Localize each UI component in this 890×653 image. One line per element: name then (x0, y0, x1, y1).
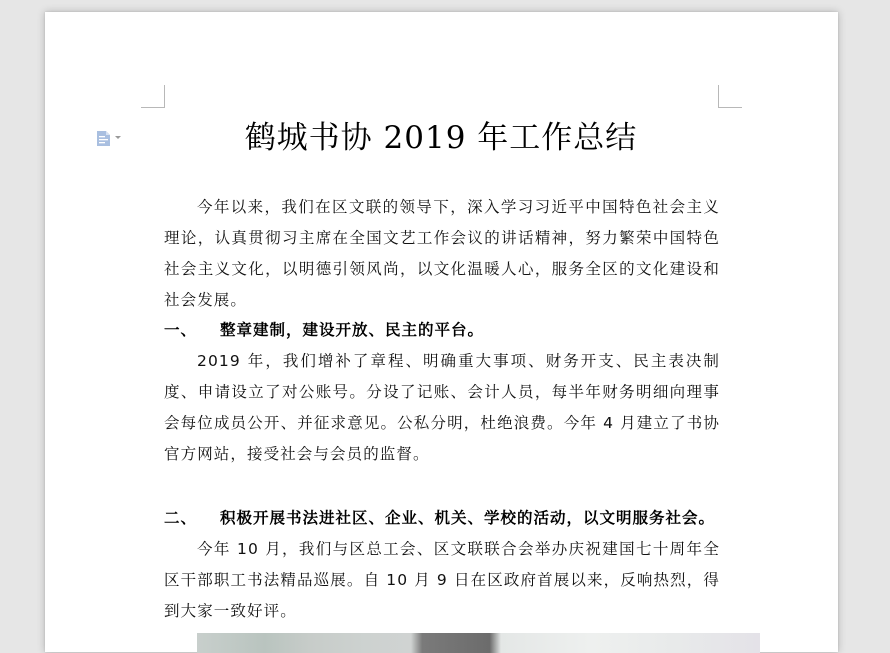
section-1-paragraph: 2019 年，我们增补了章程、明确重大事项、财务开支、民主表决制度、申请设立了对公账号。分设了记账、会计人员，每半年财务明细向理事会每位成员公开、并征求意见。公私分明，杜绝浪费。今年 4 月建立了书协官方网站，接受社会与会员的监督。 (164, 352, 720, 463)
chevron-down-icon (115, 136, 121, 139)
embedded-photo[interactable] (197, 633, 760, 653)
section-number: 二、 (164, 509, 198, 527)
section-heading-2 (164, 503, 720, 534)
paragraph-layout-button[interactable] (97, 131, 121, 146)
margin-corner-mark-top-left (141, 85, 165, 108)
section-number: 一、 (164, 321, 198, 339)
document-title: 鹤城书协 2019 年工作总结 (244, 120, 638, 156)
intro-paragraph: 今年以来，我们在区文联的领导下，深入学习习近平中国特色社会主义理论，认真贯彻习主席在全国文艺工作会议的讲话精神，努力繁荣中国特色社会主义文化，以明德引领风尚，以文化温暖人心，服务全区的文化建设和社会发展。 (164, 198, 720, 309)
document-paragraph-icon (97, 131, 110, 146)
section-heading-text: 积极开展书法进社区、企业、机关、学校的活动，以文明服务社会。 (220, 509, 716, 527)
section-heading-1 (164, 315, 720, 346)
section-heading-text: 整章建制，建设开放、民主的平台。 (220, 321, 485, 339)
margin-corner-mark-top-right (718, 85, 742, 108)
document-page (45, 12, 838, 652)
section-2-paragraph: 今年 10 月，我们与区总工会、区文联联合会举办庆祝建国七十周年全区干部职工书法精品巡展。自 10 月 9 日在区政府首展以来，反响热烈，得到大家一致好评。 (164, 540, 720, 620)
